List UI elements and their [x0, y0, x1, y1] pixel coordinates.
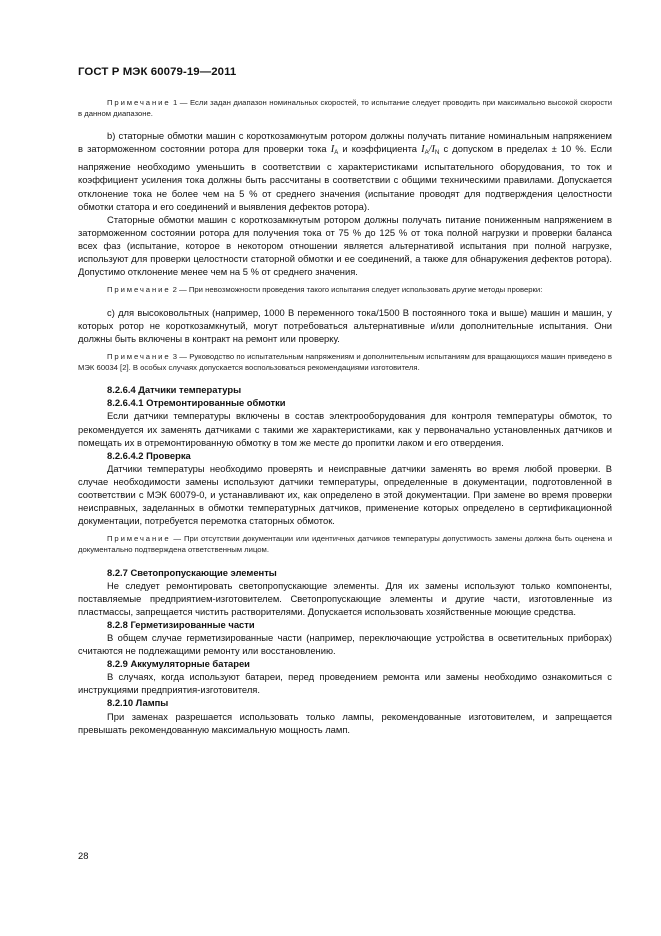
ratio-symbol-numerator: I — [421, 144, 425, 156]
heading-8-2-6-4: 8.2.6.4 Датчики температуры — [107, 384, 242, 396]
paragraph-c: c) для высоковольтных (например, 1000 В переменного тока/1500 В постоянного тока и выше) машин и машин, у которых ротор не короткозамкнутый, могут потребоваться альтернативные и/или дополнительные испытания. Они должны быть включены в контракт на ремонт или проверку. — [78, 306, 612, 344]
heading-8-2-7: 8.2.7 Светопропускающие элементы — [107, 566, 277, 578]
paragraph-8-2-8: В общем случае герметизированные части (например, переключающие устройства в осветительных приборах) считаются не подлежащими ремонту или восстановлению. — [78, 631, 612, 657]
paragraph-8-2-10: При заменах разрешается использовать только лампы, рекомендованные изготовителем, и запрещается превышать рекомендованную максимальную мощность ламп. — [78, 710, 612, 735]
paragraph-8-2-6-4-1: Если датчики температуры включены в состав электрооборудования для контроля температуры обмоток, то рекомендуется их заменять датчиками с такими же характеристиками, как у первоначально установленных датчиков и помещать их в отремонтированную обмотку в том же месте до пропитки лаком и его отвердения. — [78, 410, 612, 448]
note-lead: Примечание — [107, 285, 171, 295]
heading-8-2-10: 8.2.10 Лампы — [107, 697, 169, 709]
paragraph-8-2-9: В случаях, когда используют батареи, перед проведением ремонта или замены необходимо ознакомиться с инструкциями предприятия-изготовителя. — [78, 671, 612, 696]
paragraph-8-2-6-4-2: Датчики температуры необходимо проверять и неисправные датчики заменять во время любой проверки. В случае необходимости замены используют датчики температуры, определенные в документации, подготовленной в соответствии с МЭК 60079-0, и устанавливают их, как определено в этой документации. При замене во время проверки неисправных, заделанных в обмотки температурных датчиков, применение которых определено в сертификационной документации, потребуется перемотка статорных обмоток. — [78, 462, 612, 527]
ratio-subscript-numerator: A — [424, 150, 429, 157]
note-text: 2 — При невозможности проведения такого испытания следует использовать другие методы проверки: — [170, 285, 543, 295]
paragraph-text: с допуском в пределах ± 10 %. Если напряжение необходимо уменьшить в соответствии с характеристиками испытательного оборудования, то ток и коэффициент усиления тока должны быть рассчитаны в соответствии с общими техническими правилами. Допускается отклонение тока не более чем на 5 % от среднего значения (испытание проводят для подтверждения целостности обмотки статора и его соединений и выявления дефектов ротора). — [78, 143, 612, 212]
heading-8-2-8: 8.2.8 Герметизированные части — [107, 618, 255, 630]
note-text: 3 — Руководство по испытательным напряжениям и дополнительным испытаниям для вращающихся машин приведено в МЭК 60034 [2]. В особых случаях допускается воспользоваться рекомендациями изготовителя. — [78, 352, 612, 372]
note-lead: Примечание — [107, 534, 171, 544]
ratio-symbol-denominator: I — [431, 144, 436, 156]
standard-header: ГОСТ Р МЭК 60079-19—2011 — [78, 66, 237, 78]
note-1 — [78, 98, 612, 119]
note-lead: Примечание — [107, 352, 171, 362]
ratio-slash: / — [428, 144, 432, 156]
heading-8-2-6-4-1: 8.2.6.4.1 Отремонтированные обмотки — [107, 397, 286, 409]
current-subscript: A — [334, 150, 339, 157]
note-4 — [78, 534, 612, 555]
page-number: 28 — [78, 850, 89, 861]
paragraph-b — [78, 129, 612, 213]
paragraph-text: и коэффициента — [338, 143, 422, 155]
note-text: 1 — Если задан диапазон номинальных скоростей, то испытание следует проводить при максимально высокой скорости в данном диапазоне. — [78, 98, 612, 118]
heading-8-2-9: 8.2.9 Аккумуляторные батареи — [107, 658, 250, 670]
paragraph-text: b) статорные обмотки машин с короткозамкнутым ротором должны получать питание номинальным напряжением в заторможенном состоянии ротора для проверки тока — [78, 130, 612, 155]
page-content — [78, 98, 612, 736]
note-3 — [78, 352, 612, 373]
paragraph-8-2-7: Не следует ремонтировать светопропускающие элементы. Для их замены используют только компоненты, поставляемые предприятием-изготовителем. Светопропускающие элементы и другие части, изготовленные из пластмассы, запрещается чистить растворителями. Допускается использовать хозяйственные моющие средства. — [78, 579, 612, 617]
current-symbol: I — [330, 144, 335, 156]
note-text: — При отсутствии документации или идентичных датчиков температуры допустимость замены должна быть оценена и документально подтверждена ответственным лицом. — [78, 534, 612, 554]
ratio-subscript-denominator: N — [435, 150, 440, 157]
note-lead: Примечание — [107, 98, 171, 107]
heading-8-2-6-4-2: 8.2.6.4.2 Проверка — [107, 449, 191, 461]
note-2 — [78, 285, 612, 296]
paragraph-stator: Статорные обмотки машин с короткозамкнутым ротором должны получать питание пониженным напряжением в заторможенном состоянии ротора для получения тока от 75 % до 125 % от тока полной нагрузки и проверки баланса всех фаз (испытание, которое в некотором отношении является альтернативой испытания при полной нагрузке, используют для проверки целостности статорной обмотки и ее соединений, а также для обнаружения дефектов ротора). Допустимо отклонение менее чем на 5 % от среднего значения. — [78, 213, 612, 278]
